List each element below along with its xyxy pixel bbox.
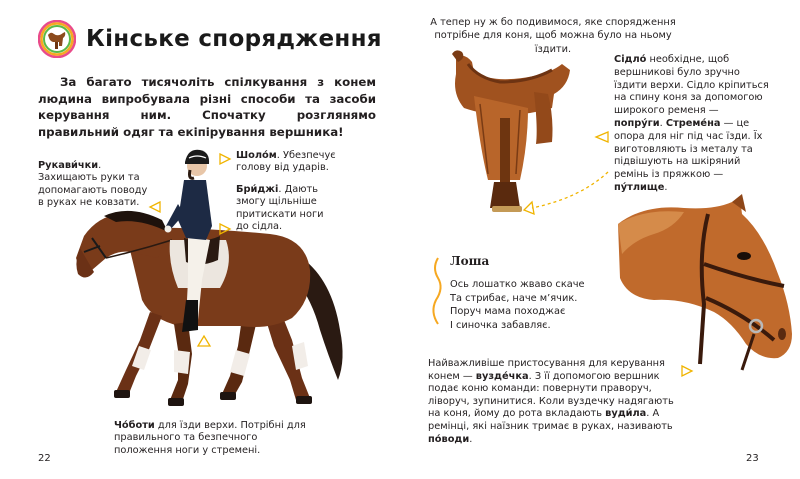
boots-pointer-icon [196,334,212,348]
boots-text: для їзди верхи. Потрібні для правильного та безпечного положення ноги у стремені. [114,420,306,456]
top-paragraph: А тепер ну ж бо подивимося, яке спорядження потрібне для коня, щоб можна було на ньому їздити. [430,17,676,55]
page-number-left: 22 [38,453,51,464]
poem-line: І синочка забавляє. [450,319,551,331]
stirrup-dashed-line [520,168,610,218]
bridle-term: вузде́чка [475,370,529,382]
helmet-term: Шоло́м [236,150,277,161]
helmet-pointer-icon [218,152,232,166]
poem-swirl-icon [430,256,444,326]
reins-term: по́води [428,433,470,445]
boots-term: Чо́боти [114,420,155,431]
bit-term: вуди́ла [605,408,647,420]
bridle-text-2: . З її допомогою вершник подає коню команди: повернути праворуч, ліворуч, зупинитися. Коли вуздечку надягають на коня, йому до рота вкладають [428,370,674,420]
breeches-pointer-icon [218,222,232,236]
bridle-note [428,358,674,446]
poem-text [450,278,585,332]
gloves-term: Рукави́чки [38,160,99,171]
helmet-text: . Убезпечує голову від ударів. [236,150,336,174]
page-number-right: 23 [746,453,759,464]
leathers-term: пу́тлище [614,181,665,193]
saddle-badge-icon [38,20,76,58]
stirrups-term: Стреме́на [665,117,721,129]
bridle-pointer-icon [680,364,694,378]
saddle-term: Сідло́ [614,54,647,65]
gloves-text: . Захищають руки та допомагають поводу в руках не ковзати. [38,160,148,208]
rider-horse-illustration [70,140,370,410]
poem-title: Лоша [450,254,490,268]
breeches-text: . Дають змогу щільніше притискати ноги до сідла. [236,184,324,232]
horse-head-illustration [614,194,800,384]
poem-line: Поруч мама походжає [450,306,566,318]
gloves-pointer-icon [148,200,162,214]
saddle-text-4: . [664,181,668,193]
bridle-text-3: . А ремінці, які наїзник тримає в руках, називають [428,408,673,432]
boots-note [114,420,314,457]
title-block [38,20,382,58]
poem-line: Та стрибає, наче м’ячик. [450,292,578,304]
saddle-text-3: — це опора для ніг під час їзди. Їх виготовляють із металу та підвішують на шкіряний ремінь із пряжкою — [614,117,763,181]
poem-line: Ось лошатко жваво скаче [450,279,585,290]
breeches-term: Бри́джі [236,184,279,195]
intro-paragraph: За багато тисячоліть спілкування з конем людина випробувала різні способи та засоби керування ним. Спочатку розглянямо правильний одяг та екіпірування вершника! [38,75,376,139]
saddle-note [614,54,770,195]
bridle-text-1: Найважливіше пристосування для керування конем — [428,358,665,382]
saddle-pointer-icon [594,130,610,144]
saddle-text-1: необхідне, щоб вершникові було зручно їздити верхи. Сідло кріпиться на спину коня за допомогою широкого ременя — [614,54,769,117]
girth-term: попру́ги [614,117,660,129]
right-page [400,0,800,479]
saddle-text-2: . [659,117,666,129]
page-title: Кінське спорядження [86,26,382,52]
bridle-text-4: . [469,433,473,445]
